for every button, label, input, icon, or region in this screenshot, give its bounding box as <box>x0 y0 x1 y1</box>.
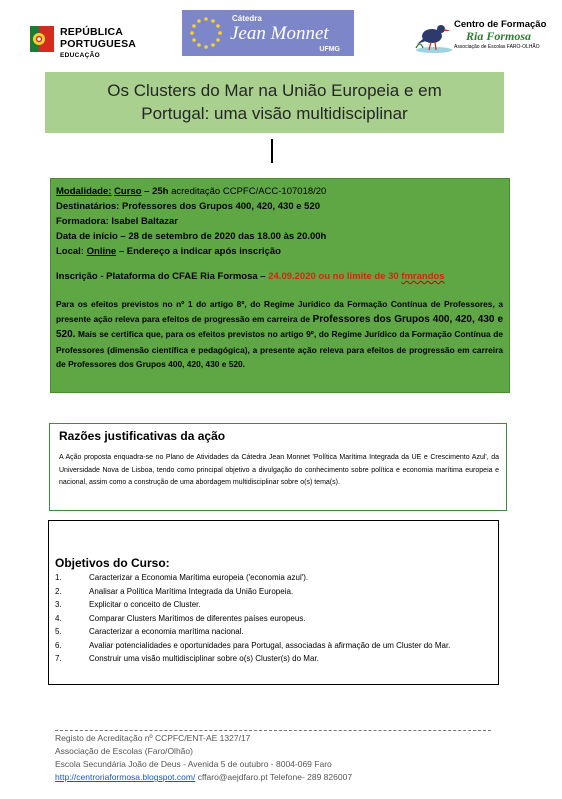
footer-contact-line <box>55 772 352 782</box>
footer-associacao: Associação de Escolas (Faro/Olhão) <box>55 746 193 756</box>
centro-formacao-text: Centro de Formação <box>454 19 547 30</box>
progression-paragraph <box>56 297 503 372</box>
local-label: Local: <box>56 246 84 257</box>
item-number: 4. <box>55 613 62 623</box>
objetivos-box <box>48 520 499 685</box>
item-number: 2. <box>55 586 62 596</box>
ria-formosa-text: Ria Formosa <box>466 29 532 43</box>
footer-escola: Escola Secundária João de Deus - Avenida 5 de outubro - 8004-069 Faro <box>55 759 332 769</box>
list-item <box>55 639 493 653</box>
text-cursor <box>271 139 273 163</box>
paragraph-highlight: Professores dos Grupos 400, 420, 430 e 520. <box>56 313 504 341</box>
destinatarios-line: Destinatários: Professores dos Grupos 400, 420, 430 e 520 <box>56 201 321 212</box>
inscricao-label: Inscrição - Plataforma do CFAE Ria Formosa – <box>56 271 266 282</box>
formadora-line: Formadora: Isabel Baltazar <box>56 216 178 227</box>
catedra-text: Cátedra <box>232 14 262 23</box>
republica-portuguesa-logo <box>30 24 140 64</box>
modalidade-accreditation: acreditação CCPFC/ACC-107018/20 <box>171 186 327 197</box>
inscricao-word: fmrandos <box>401 271 445 282</box>
item-number: 1. <box>55 573 62 582</box>
associacao-escolas-text: Associação de Escolas FARO-OLHÃO <box>454 44 540 50</box>
objetivos-title: Objetivos do Curso: <box>55 556 170 570</box>
title-line-2: Portugal: uma visão multidisciplinar <box>141 104 408 123</box>
razoes-box <box>49 423 507 511</box>
modalidade-value: Curso <box>114 186 142 197</box>
jean-monnet-text: Jean Monnet <box>230 23 329 44</box>
title-banner <box>45 72 504 133</box>
page-title <box>45 79 504 125</box>
paragraph-part-1: Para os efeitos previstos no nº 1 do artigo 8º, do Regime Jurídico da Formação Contínua de Professores, a presente ação releva para efeitos de progressão em carreira de <box>56 299 503 324</box>
item-text: Construir uma visão multidisciplinar sobre o(s) Cluster(s) do Mar. <box>89 654 319 663</box>
data-inicio-line: Data de início – 28 de setembro de 2020 das 18.00 às 20.00h <box>56 231 327 242</box>
local-line <box>56 246 281 257</box>
list-item <box>55 625 493 639</box>
item-number: 7. <box>55 654 62 663</box>
inscricao-line <box>56 271 445 282</box>
local-rest: – Endereço a indicar após inscrição <box>118 246 281 257</box>
inscricao-date: 24.09.2020 ou no limite de 30 <box>268 271 399 282</box>
modalidade-label: Modalidade: <box>56 186 112 197</box>
local-value: Online <box>86 246 117 257</box>
item-text: Explicitar o conceito de Cluster. <box>89 600 201 609</box>
list-item <box>55 585 493 599</box>
item-text: Caracterizar a Economia Marítima europeia ('economia azul'). <box>89 573 309 582</box>
item-number: 5. <box>55 627 62 636</box>
list-item <box>55 598 493 612</box>
list-item <box>55 571 493 585</box>
paragraph-part-2: Mais se certifica que, para os efeitos previstos no artigo 9º, do Regime Jurídico da Formação Contínua de Professores (dimensão científica e pedagógica), a presente ação releva para efeitos de progressão em carreira de Professores dos Grupos 400, 420, 430 e 520. <box>56 329 503 370</box>
item-text: Avaliar potencialidades e oportunidades para Portugal, associadas à afirmação de um Cluster do Mar. <box>89 640 451 650</box>
eu-stars-icon <box>188 15 224 51</box>
educacao-text: EDUCAÇÃO <box>60 52 100 59</box>
item-text: Caracterizar a economia marítima nacional. <box>89 627 244 636</box>
catedra-jean-monnet-logo <box>182 10 354 56</box>
razoes-title: Razões justificativas da ação <box>59 429 226 443</box>
item-text: Analisar a Política Marítima Integrada da União Europeia. <box>89 586 294 596</box>
footer-divider <box>55 730 491 731</box>
modalidade-line <box>56 186 326 197</box>
footer-contact: cffaro@aejdfaro.pt Telefone- 289 826007 <box>197 772 353 782</box>
modalidade-hours: – 25h <box>144 186 169 197</box>
objetivos-list <box>55 571 493 666</box>
bird-icon <box>414 18 454 56</box>
list-item <box>55 612 493 626</box>
footer-registo: Registo de Acreditação nº CCPFC/ENT-AE 1327/17 <box>55 733 251 743</box>
item-number: 6. <box>55 640 62 650</box>
item-text: Comparar Clusters Marítimos de diferentes países europeus. <box>89 613 306 623</box>
course-info-box <box>50 178 510 393</box>
republica-text: REPÚBLICA <box>60 26 124 38</box>
item-number: 3. <box>55 600 62 609</box>
blog-link[interactable]: http://centroriaformosa.blogspot.com/ <box>55 772 196 782</box>
centro-formacao-logo <box>414 14 547 58</box>
razoes-text: A Ação proposta enquadra-se no Plano de Atividades da Cátedra Jean Monnet 'Política Marítima Integrada da UE e Crescimento Azul', da Universidade Nova de Lisboa, tendo como principal objetivo a divulgação do conhecimento sobre política e economia marítima europeia e nacional, assim como a construção de uma abordagem multidisciplinar sobre o(s) tema(s). <box>59 454 499 486</box>
portugal-emblem-icon <box>30 26 54 52</box>
list-item <box>55 652 493 666</box>
ufmg-text: UFMG <box>319 46 340 53</box>
title-line-1: Os Clusters do Mar na União Europeia e em <box>107 81 442 100</box>
portuguesa-text: PORTUGUESA <box>60 38 137 50</box>
